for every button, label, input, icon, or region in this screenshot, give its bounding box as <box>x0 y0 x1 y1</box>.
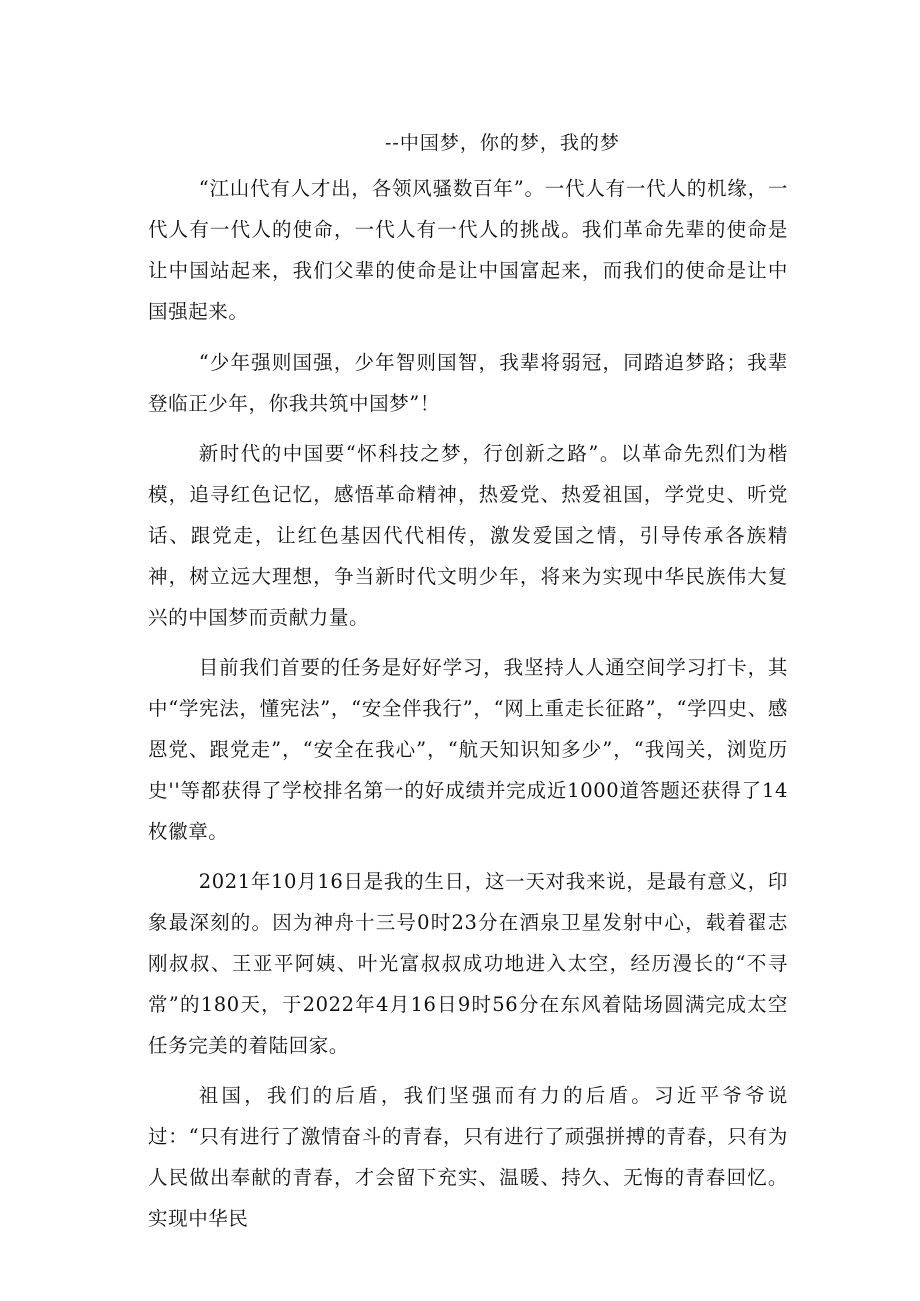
paragraph-birthday-shenzhou: 2021年10月16日是我的生日，这一天对我来说，是最有意义，印象最深刻的。因为神舟十三号0时23分在酒泉卫星发射中心，载着翟志刚叔叔、王亚平阿姨、叶光富叔叔成功地进入太空，经历漫长的“不寻常”的180天，于2022年4月16日9时56分在东风着陆场圆满完成太空任务完美的着陆回家。 <box>148 870 788 1057</box>
paragraph-youth-quote: “少年强则国强，少年智则国智，我辈将弱冠，同踏追梦路；我辈登临正少年，你我共筑中国梦”！ <box>148 351 788 415</box>
essay-body <box>148 168 788 1248</box>
paragraph-heritage-mission: “江山代有人才出，各领风骚数百年”。一代人有一代人的机缘，一代人有一代人的使命，一代人有一代人的挑战。我们革命先辈的使命是让中国站起来，我们父辈的使命是让中国富起来，而我们的使命是让中国强起来。 <box>148 177 788 323</box>
paragraph-motherland: 祖国，我们的后盾，我们坚强而有力的后盾。习近平爷爷说过：“只有进行了激情奋斗的青春，只有进行了顽强拼搏的青春，只有为人民做出奉献的青春，才会留下充实、温暖、持久、无悔的青春回忆。实现中华民 <box>148 1084 788 1230</box>
paragraph-study-tasks: 目前我们首要的任务是好好学习，我坚持人人通空间学习打卡，其中“学宪法，懂宪法”，“安全伴我行”，“网上重走长征路”，“学四史、感恩党、跟党走”，“安全在我心”，“航天知识知多少”，“我闯关，浏览历史''等都获得了学校排名第一的好成绩并完成近1000道答题还获得了14枚徽章。 <box>148 656 788 843</box>
essay-subtitle: --中国梦，你的梦，我的梦 <box>385 132 620 154</box>
paragraph-new-era: 新时代的中国要“怀科技之梦，行创新之路”。以革命先烈们为楷模，追寻红色记忆，感悟革命精神，热爱党、热爱祖国，学党史、听党话、跟党走，让红色基因代代相传，激发爱国之情，引导传承各族精神，树立远大理想，争当新时代文明少年，将来为实现中华民族伟大复兴的中国梦而贡献力量。 <box>148 442 788 629</box>
